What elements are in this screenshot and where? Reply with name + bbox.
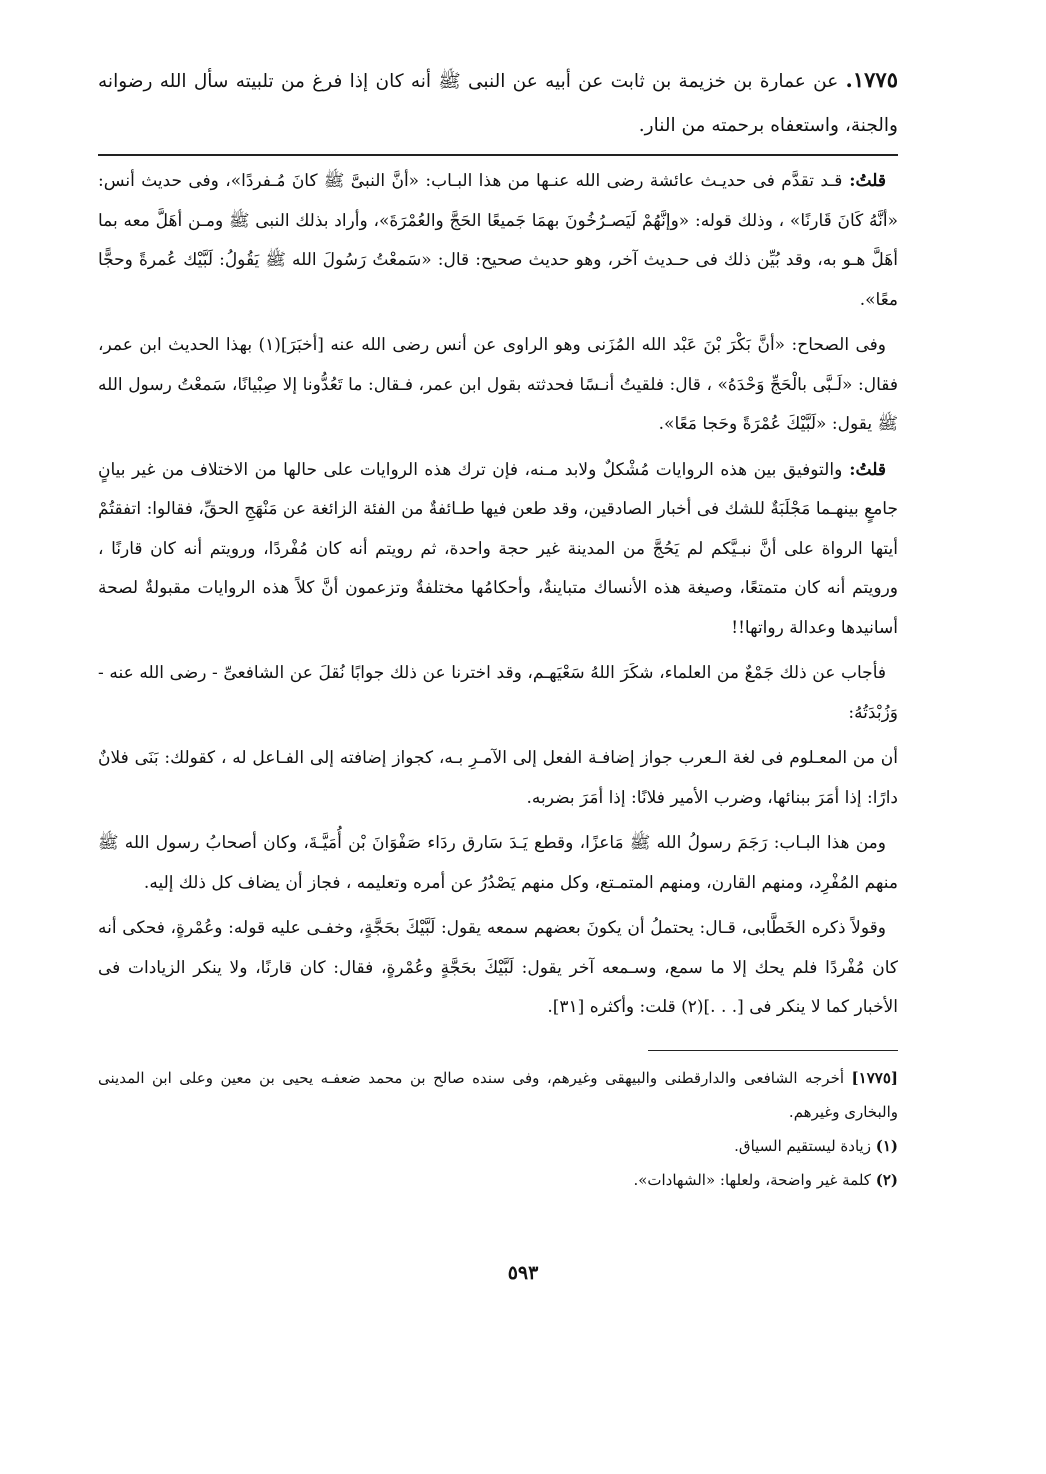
paragraph-text: ومن هذا البـاب: رَجَمَ رسولُ الله ﷺ مَاعزًا، وقطع يَـدَ سَارق ردَاء صَفْوَانَ بْن أُمَيَّـةَ، وكان أصحابُ رسول الله ﷺ منهم المُفْرِد، ومنهم القارن، ومنهم المتمـتع، وكل منهم يَصْدُرُ عن أمره وتعليمه ، فجاز أن يضاف كل ذلك إليه. <box>98 833 898 893</box>
footnote <box>98 1163 898 1197</box>
paragraph-text: وفى الصحاح: «أنَّ بَكْرَ بْنَ عَبْد الله المُزَنى وهو الراوى عن أنس رضى الله عنه [أخبَرَ](١) بهذا الحديث ابن عمر، فقال: «لَـبَّى بالْحَجِّ وَحْدَهُ» ، قال: فلقيتُ أنـسًا فحدثته بقول ابن عمر، فـقال: ما تَعُدُّونا إلا صِبْيانًا، سَمعْتُ رسول الله ﷺ يقول: «لَبَّيْكَ عُمْرَةً وحَجا مَعًا». <box>98 335 898 434</box>
footnote-text: زيادة ليستقيم السياق. <box>734 1136 876 1155</box>
hadith-paragraph <box>98 58 898 148</box>
footnote-divider <box>648 1050 898 1051</box>
footnote <box>98 1129 898 1163</box>
section-divider <box>98 154 898 156</box>
commentary-paragraph <box>98 739 898 818</box>
page-content <box>98 58 898 1197</box>
paragraph-text: وقولاً ذكره الخَطَّابى، قـال: يحتملُ أن يكونَ بعضهم سمعه يقول: لَبَّيْكَ بحَجَّةٍ، وخفـى عليه قوله: وعُمْرةٍ، فحكى أنه كان مُفْردًا فلم يحك إلا ما سمع، وسـمعه آخر يقول: لَبَّيْكَ بحَجَّةٍ وعُمْرةٍ، فقال: كان قارنًا، ولا ينكر الزيادات فى الأخبار كما لا ينكر فى [. . .](٢) قلت: وأكثره [٣١]. <box>98 918 898 1017</box>
paragraph-text: قـد تقدَّم فى حديـث عائشة رضى الله عنـها من هذا البـاب: «أنَّ النبىَّ ﷺ كانَ مُـفردًا»، وفى حديث أنس: «أنَّهُ كَانَ قَارنًا» ، وذلك قوله: «وإنَّهُمْ لَيَصـرُخُونَ بهمَا جَميعًا الحَجَّ والعُمْرَةَ»، وأراد بذلك النبى ﷺ ومـن أهَلَّ معه بما أهَلَّ هـو به، وقد بُيِّن ذلك فى حـديث آخر، وهو حديث صحيح: قال: «سَمعْتُ رَسُولَ الله ﷺ يَقُولُ: لَبَّيْك عُمرةً وحجًّا معًا». <box>98 171 898 310</box>
paragraph-lead: قلتُ: <box>842 459 886 480</box>
page-number: ٥٩٣ <box>507 1262 539 1284</box>
paragraph-text: أن من المعـلوم فى لغة الـعرب جواز إضافـة الفعل إلى الآمـرِ بـه، كجواز إضافته إلى الفـاعل له ، كقولك: بَنَى فلانٌ دارًا: إذا أمَرَ ببنائها، وضرب الأمير فلانًا: إذا أمَرَ بضربه. <box>98 748 898 808</box>
footnote <box>98 1061 898 1129</box>
footnote-mark: (١) <box>875 1136 898 1155</box>
commentary-paragraph <box>98 654 898 733</box>
paragraph-lead: قلتُ: <box>842 171 886 191</box>
footnote-text: كلمة غير واضحة، ولعلها: «الشهادات». <box>633 1170 876 1189</box>
commentary-paragraph <box>98 824 898 903</box>
footnote-text: أخرجه الشافعى والدارقطنى والبيهقى وغيرهم، وفى سنده صالح بن محمد ضعفـه يحيى بن معين وعلى ابن المدينى والبخارى وغيرهم. <box>98 1068 898 1121</box>
footnotes <box>98 1061 898 1197</box>
footnote-mark: (٢) <box>875 1170 898 1189</box>
commentary-paragraph <box>98 326 898 445</box>
hadith-number: ١٧٧٥. <box>845 67 898 92</box>
commentary-paragraph <box>98 451 898 649</box>
commentary <box>98 162 898 1028</box>
paragraph-text: فأجاب عن ذلك جَمْعٌ من العلماء، شكَرَ اللهُ سَعْيَهـم، وقد اخترنا عن ذلك جوابًا نُقلَ عن الشافعىِّ - رضى الله عنه - وَزُبْدَتُهُ: <box>98 663 898 723</box>
commentary-paragraph <box>98 162 898 320</box>
footnote-mark: [١٧٧٥] <box>851 1068 898 1087</box>
paragraph-text: والتوفيق بين هذه الروايات مُشْكلٌ ولابد مـنه، فإن ترك هذه الروايات على حالها من الاختلاف من غير بيانٍ جامعٍ بينهـما مَجْلَبَةٌ للشك فى أخبار الصادقين، وقد طعن فيها طـائفةٌ من الفئة الزائغة عن مَنْهَجِ الحقِّ، فقالوا: اتفقتُمْ أيتها الرواة على أنَّ نبـيَّكم لم يَحُجَّ من المدينة غير حجة واحدة، ثم رويتم أنه كان مُفْردًا، ورويتم أنه كان قارنًا ، ورويتم أنه كان متمتعًا، وصيغة هذه الأنساك متباينةٌ، وأحكامُها مختلفةٌ وتزعمون أنَّ كلاً هذه الروايات مقبولةٌ لصحة أسانيدها وعدالة رواتها!! <box>98 459 898 638</box>
hadith-text: عن عمارة بن خزيمة بن ثابت عن أبيه عن النبى ﷺ أنه كان إذا فرغ من تلبيته سأل الله رضوانه والجنة، واستعفاه برحمته من النار. <box>98 71 898 136</box>
commentary-paragraph <box>98 909 898 1028</box>
